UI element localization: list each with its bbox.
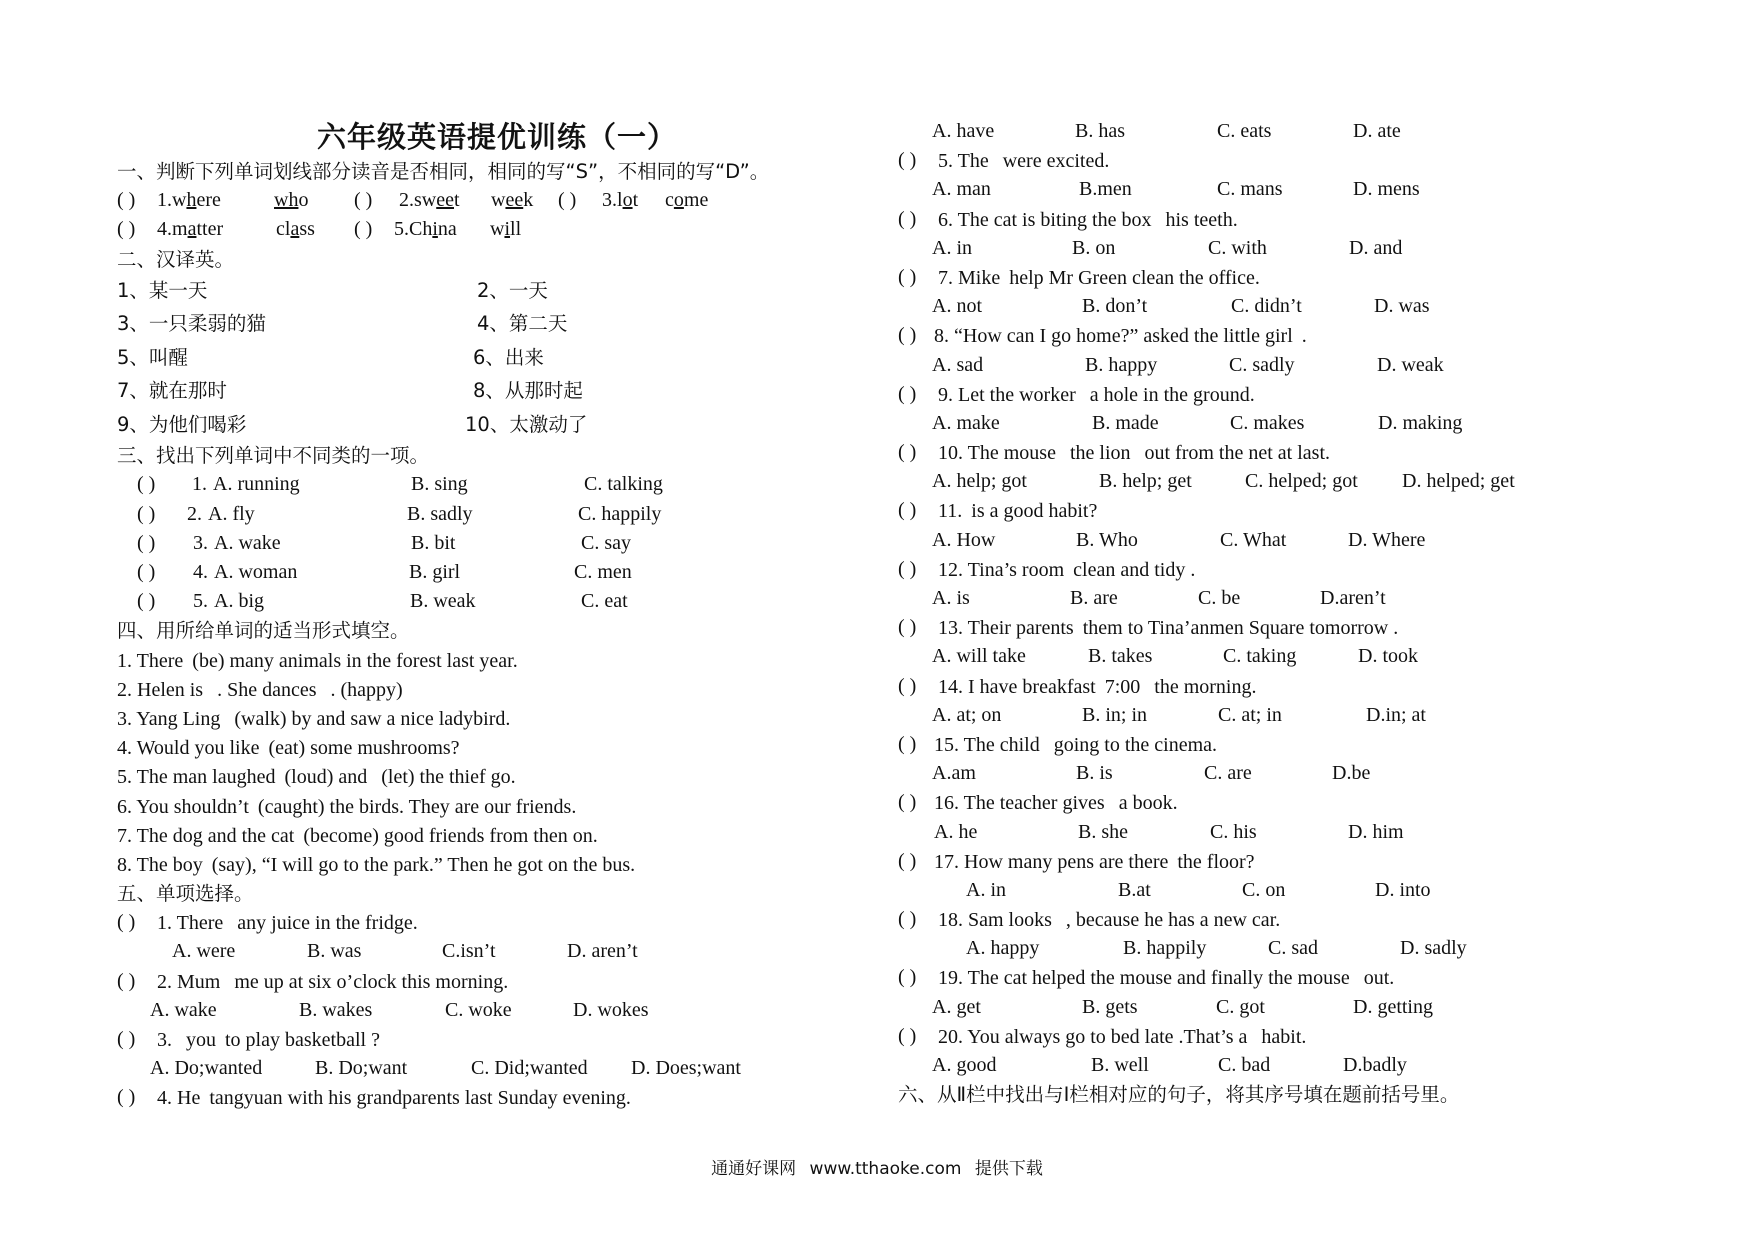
mc-question: ( ) 4. He tangyuan with his grandparents last Sunday evening. <box>117 1086 631 1110</box>
mc-question: ( ) 3. you to play basketball ? <box>117 1028 380 1051</box>
footer-suffix: 提供下载 <box>974 1159 1043 1179</box>
word-matter: 4.matter <box>157 218 224 241</box>
mc-question: ( ) 8. “How can I go home?” asked the little girl . <box>898 324 1307 348</box>
word-where: 1.where <box>157 189 221 212</box>
odd-one-out-row: ( ) 2. A. fly B. sadly C. happily <box>137 502 662 525</box>
mc-options: A. Do;wanted B. Do;want C. Did;wanted D. Does;want <box>150 1057 741 1080</box>
section3-heading: 三、找出下列单词中不同类的一项。 <box>117 444 430 468</box>
fill-in-row: 5. The man laughed (loud) and (let) the thief go. <box>117 766 516 789</box>
section5-heading: 五、单项选择。 <box>117 882 254 906</box>
word-class: class <box>276 218 315 241</box>
section2-heading: 二、汉译英。 <box>117 247 235 271</box>
section1-row: ( ) 4.matter class ( ) 5.China will <box>117 215 877 244</box>
mc-question: ( ) 6. The cat is biting the box his teeth. <box>898 207 1238 231</box>
word-sweet: 2.sweet <box>399 189 460 212</box>
footer-url[interactable]: www.tthaoke.com <box>809 1159 962 1179</box>
fill-in-row: 6. You shouldn’t (caught) the birds. They are our friends. <box>117 795 577 818</box>
mc-question: ( ) 17. How many pens are there the floor? <box>898 849 1255 873</box>
mc-question: ( ) 10. The mouse the lion out from the net at last. <box>898 441 1331 465</box>
mc-question: ( ) 16. The teacher gives a book. <box>898 791 1178 815</box>
odd-one-out-row: ( ) 3. A. wake B. bit C. say <box>137 531 631 554</box>
mc-options: A. happy B. happily C. sad D. sadly <box>966 937 1467 960</box>
translate-row: 1、某一天 2、一天 <box>117 278 548 302</box>
right-column <box>898 117 1658 1109</box>
mc-options: A. How B. Who C. What D. Where <box>932 528 1426 551</box>
translate-row: 9、为他们喝彩 10、太激动了 <box>117 412 588 436</box>
mc-options: A.am B. is C. are D.be <box>932 762 1371 785</box>
section4-heading: 四、用所给单词的适当形式填空。 <box>117 619 410 643</box>
section1-heading: 一、判断下列单词划线部分读音是否相同，相同的写“S”，不相同的写“D”。 <box>117 160 770 183</box>
mc-options: A. in B. on C. with D. and <box>932 236 1403 259</box>
word-will: will <box>490 218 522 241</box>
word-come: come <box>665 189 709 212</box>
mc-options: A. have B. has C. eats D. ate <box>932 120 1401 142</box>
left-column <box>117 117 877 1113</box>
odd-one-out-row: ( ) 5. A. big B. weak C. eat <box>137 590 628 613</box>
section6-heading: 六、从Ⅱ栏中找出与Ⅰ栏相对应的句子，将其序号填在题前括号里。 <box>898 1083 1460 1107</box>
word-lot: 3.lot <box>602 189 639 212</box>
fill-in-row: 8. The boy (say), “I will go to the park.” Then he got on the bus. <box>117 853 636 876</box>
fill-in-row: 1. There (be) many animals in the forest last year. <box>117 649 518 672</box>
mc-question: ( ) 1. There any juice in the fridge. <box>117 911 418 935</box>
mc-options: A. were B. was C.isn’t D. aren’t <box>172 940 638 963</box>
mc-options: A. at; on B. in; in C. at; in D.in; at <box>932 703 1426 726</box>
mc-options: A. sad B. happy C. sadly D. weak <box>932 353 1444 376</box>
mc-question: ( ) 19. The cat helped the mouse and finally the mouse out. <box>898 966 1395 990</box>
mc-options: A. get B. gets C. got D. getting <box>932 995 1433 1018</box>
section1-row: ( ) 1.where who ( ) 2.sweet week ( ) 3.lot come <box>117 186 877 215</box>
mc-question: ( ) 11. is a good habit? <box>898 499 1098 523</box>
mc-options: A. help; got B. help; get C. helped; got D. helped; get <box>932 470 1515 493</box>
translate-row: 7、就在那时 8、从那时起 <box>117 379 583 403</box>
fill-in-row: 4. Would you like (eat) some mushrooms? <box>117 737 460 760</box>
footer-site-name: 通通好课网 <box>711 1159 797 1179</box>
mc-options: A. wake B. wakes C. woke D. wokes <box>150 998 649 1021</box>
mc-options: A. good B. well C. bad D.badly <box>932 1054 1407 1076</box>
fill-in-row: 7. The dog and the cat (become) good friends from then on. <box>117 824 598 847</box>
fill-in-row: 3. Yang Ling (walk) by and saw a nice ladybird. <box>117 707 511 730</box>
mc-question: ( ) 20. You always go to bed late .That’s a habit. <box>898 1024 1307 1048</box>
mc-question: ( ) 12. Tina’s room clean and tidy . <box>898 557 1196 581</box>
mc-question: ( ) 15. The child going to the cinema. <box>898 732 1218 756</box>
mc-options: A. is B. are C. be D.aren’t <box>932 587 1386 609</box>
page-title: 六年级英语提优训练（一） <box>316 120 677 154</box>
odd-one-out-row: ( ) 1. A. running B. sing C. talking <box>137 473 663 496</box>
mc-question: ( ) 18. Sam looks , because he has a new car. <box>898 908 1281 932</box>
mc-question: ( ) 14. I have breakfast 7:00 the morning. <box>898 674 1257 698</box>
mc-question: ( ) 9. Let the worker a hole in the ground. <box>898 382 1255 406</box>
page-footer <box>0 1154 1754 1179</box>
translate-row: 3、一只柔弱的猫 4、第二天 <box>117 312 568 336</box>
translate-row: 5、叫醒 6、出来 <box>117 345 544 369</box>
mc-options: A. make B. made C. makes D. making <box>932 411 1463 434</box>
fill-in-row: 2. Helen is . She dances . (happy) <box>117 678 403 701</box>
mc-options: A. in B.at C. on D. into <box>966 878 1431 901</box>
mc-question: ( ) 5. The were excited. <box>898 149 1110 173</box>
mc-options: A. man B.men C. mans D. mens <box>932 178 1420 201</box>
odd-one-out-row: ( ) 4. A. woman B. girl C. men <box>137 561 632 583</box>
mc-options: A. not B. don’t C. didn’t D. was <box>932 295 1430 318</box>
mc-question: ( ) 13. Their parents them to Tina’anmen Square tomorrow . <box>898 616 1399 640</box>
word-who: who <box>274 189 309 212</box>
mc-question: ( ) 2. Mum me up at six o’clock this morning. <box>117 969 509 993</box>
word-week: week <box>491 189 534 212</box>
mc-options: A. he B. she C. his D. him <box>934 820 1404 843</box>
mc-question: ( ) 7. Mike help Mr Green clean the office. <box>898 265 1260 289</box>
word-china: 5.China <box>394 218 457 241</box>
mc-options: A. will take B. takes C. taking D. took <box>932 645 1418 668</box>
